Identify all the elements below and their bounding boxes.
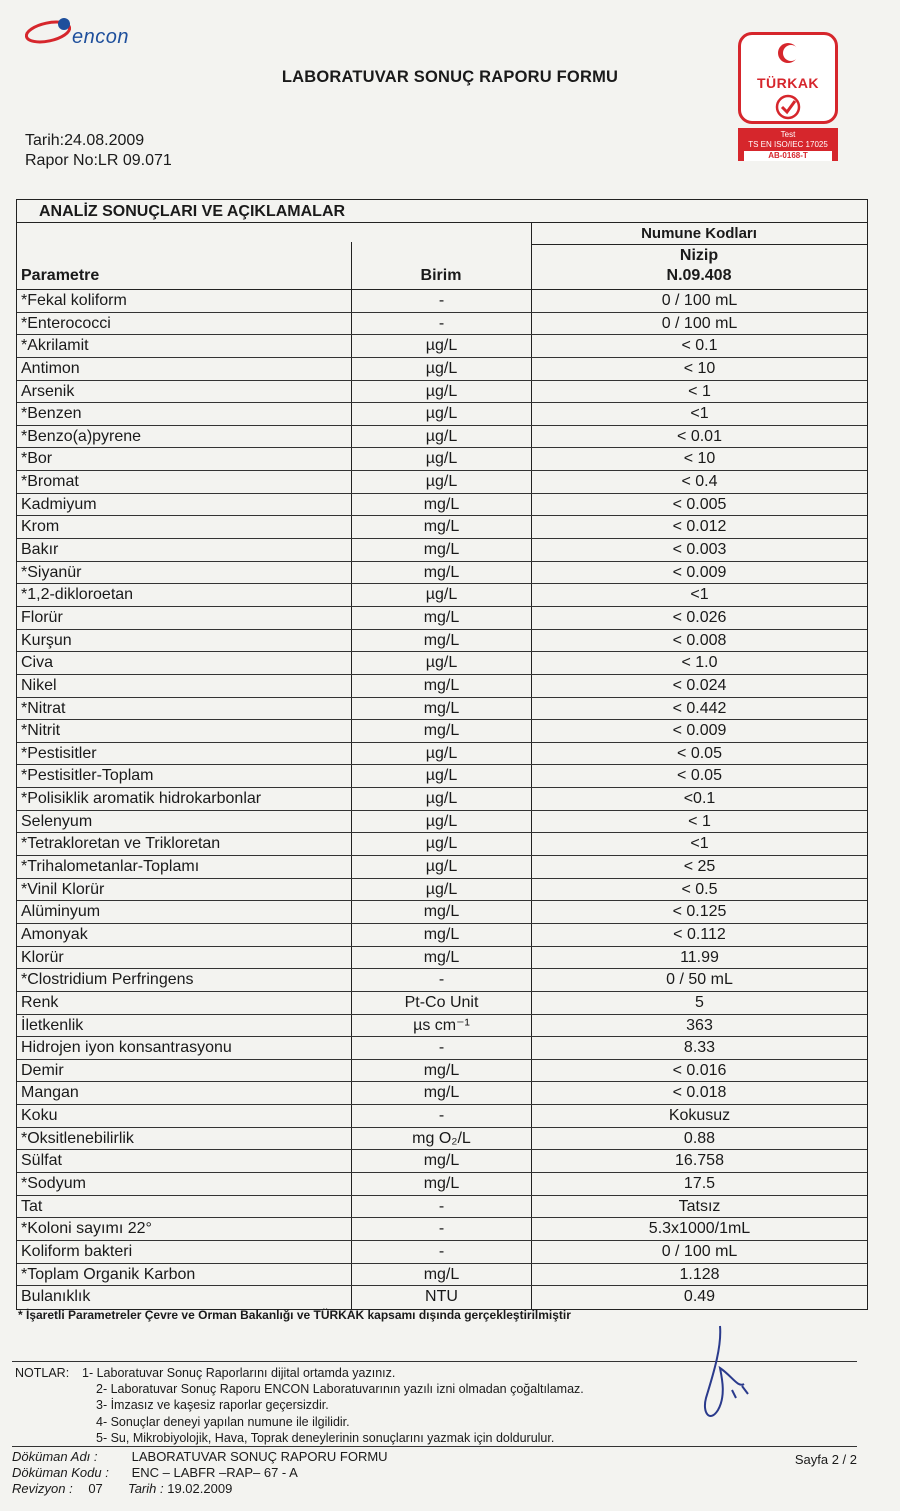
parameter-cell: Civa	[21, 654, 54, 672]
sample-code-area	[531, 222, 867, 289]
report-meta	[25, 131, 172, 171]
turkak-code: AB-0168-T	[744, 151, 832, 161]
unit-cell: -	[351, 1196, 531, 1218]
parameter-cell: *Oksitlenebilirlik	[21, 1129, 134, 1147]
value-cell: < 0.4	[531, 471, 867, 493]
table-row	[17, 1105, 867, 1128]
value-cell: < 0.018	[531, 1082, 867, 1104]
parameter-cell: Koliform bakteri	[21, 1242, 133, 1260]
unit-cell: µg/L	[351, 879, 531, 901]
table-row	[17, 562, 867, 585]
unit-cell: -	[351, 969, 531, 991]
value-cell: < 1	[531, 381, 867, 403]
turkak-frame	[738, 32, 838, 124]
page-title: LABORATUVAR SONUÇ RAPORU FORMU	[281, 68, 619, 86]
table-row	[17, 1060, 867, 1083]
unit-cell: mg/L	[351, 516, 531, 538]
table-row	[17, 403, 867, 426]
table-row	[17, 652, 867, 675]
unit-cell: mg/L	[351, 1264, 531, 1286]
unit-cell: mg/L	[351, 539, 531, 561]
table-row	[17, 924, 867, 947]
unit-cell: mg/L	[351, 1150, 531, 1172]
page-number: Sayfa 2 / 2	[794, 1452, 857, 1467]
value-cell: < 0.442	[531, 698, 867, 720]
table-row	[17, 313, 867, 336]
parameter-cell: Renk	[21, 993, 59, 1011]
note-item: 1- Laboratuvar Sonuç Raporlarını dijital ortamda yazınız.	[82, 1366, 396, 1380]
parameter-cell: Kadmiyum	[21, 495, 97, 513]
value-cell: 8.33	[531, 1037, 867, 1059]
table-row	[17, 290, 867, 313]
table-row	[17, 471, 867, 494]
table-row	[17, 1128, 867, 1151]
turkak-band	[738, 128, 838, 161]
doc-code-row	[12, 1465, 857, 1481]
value-cell: < 1	[531, 811, 867, 833]
table-row	[17, 1150, 867, 1173]
value-cell: 5	[531, 992, 867, 1014]
table-row	[17, 992, 867, 1015]
doc-name-row	[12, 1449, 857, 1465]
table-row	[17, 1241, 867, 1264]
value-cell: < 0.009	[531, 720, 867, 742]
parameter-cell: *Vinil Klorür	[21, 880, 105, 898]
sample-code: N.09.408	[666, 267, 732, 284]
value-cell: Kokusuz	[531, 1105, 867, 1127]
parameter-cell: Bakır	[21, 541, 59, 559]
parameter-cell: *Clostridium Perfringens	[21, 971, 194, 989]
table-row	[17, 879, 867, 902]
value-cell: < 0.012	[531, 516, 867, 538]
value-cell: < 0.05	[531, 743, 867, 765]
parameter-cell: Tat	[21, 1197, 43, 1215]
results-table	[16, 199, 868, 1310]
table-row	[17, 426, 867, 449]
table-row	[17, 743, 867, 766]
unit-cell: µg/L	[351, 765, 531, 787]
unit-cell: mg/L	[351, 630, 531, 652]
unit-cell: -	[351, 290, 531, 312]
value-cell: < 0.1	[531, 335, 867, 357]
unit-cell: -	[351, 1037, 531, 1059]
parameter-cell: Klorür	[21, 948, 64, 966]
value-cell: 17.5	[531, 1173, 867, 1195]
parameter-cell: *Benzen	[21, 405, 82, 423]
parameter-cell: *Benzo(a)pyrene	[21, 427, 142, 445]
value-cell: < 0.005	[531, 494, 867, 516]
unit-cell: mg/L	[351, 924, 531, 946]
parameter-cell: *1,2-dikloroetan	[21, 586, 134, 604]
revision-date-value: 19.02.2009	[167, 1481, 233, 1496]
turkak-badge	[738, 32, 838, 164]
table-row	[17, 1015, 867, 1038]
parameter-cell: *Pestisitler	[21, 744, 97, 762]
value-cell: <1	[531, 403, 867, 425]
table-row	[17, 584, 867, 607]
unit-cell: µg/L	[351, 788, 531, 810]
table-row	[17, 539, 867, 562]
unit-cell: µg/L	[351, 335, 531, 357]
parameter-cell: Arsenik	[21, 382, 75, 400]
table-row	[17, 630, 867, 653]
table-row	[17, 947, 867, 970]
unit-cell: mg O₂/L	[351, 1128, 531, 1150]
table-row	[17, 811, 867, 834]
table-row	[17, 1037, 867, 1060]
parameter-cell: Koku	[21, 1107, 58, 1125]
unit-cell: µg/L	[351, 426, 531, 448]
unit-cell: µg/L	[351, 471, 531, 493]
parameter-cell: *Pestisitler-Toplam	[21, 767, 154, 785]
parameter-cell: Demir	[21, 1061, 64, 1079]
unit-cell: Pt-Co Unit	[351, 992, 531, 1014]
unit-cell: µg/L	[351, 403, 531, 425]
parameter-cell: *Toplam Organik Karbon	[21, 1265, 196, 1283]
revision-date-label: Tarih :	[127, 1481, 164, 1496]
sample-codes-title: Numune Kodları	[641, 225, 757, 242]
turkak-line2: TS EN ISO/IEC 17025	[748, 140, 828, 149]
unit-cell: µs cm⁻¹	[351, 1015, 531, 1037]
value-cell: < 0.003	[531, 539, 867, 561]
unit-cell: -	[351, 1218, 531, 1240]
parameter-cell: *Nitrit	[21, 722, 61, 740]
doc-code-value: ENC – LABFR –RAP– 67 - A	[131, 1465, 298, 1480]
value-cell: 0.88	[531, 1128, 867, 1150]
document-info	[12, 1446, 857, 1497]
value-cell: 0 / 50 mL	[531, 969, 867, 991]
parameter-cell: Selenyum	[21, 812, 93, 830]
unit-cell: mg/L	[351, 698, 531, 720]
table-caption: ANALİZ SONUÇLARI VE AÇIKLAMALAR	[39, 203, 346, 220]
parameter-cell: Krom	[21, 518, 60, 536]
parameter-cell: *Enterococci	[21, 314, 111, 332]
value-cell: 0 / 100 mL	[531, 1241, 867, 1263]
parameter-cell: Kurşun	[21, 631, 72, 649]
value-cell: 11.99	[531, 947, 867, 969]
unit-cell: -	[351, 313, 531, 335]
value-cell: 16.758	[531, 1150, 867, 1172]
value-cell: 0 / 100 mL	[531, 313, 867, 335]
value-cell: < 0.026	[531, 607, 867, 629]
table-row	[17, 969, 867, 992]
column-header-unit: Birim	[420, 267, 462, 284]
parameter-cell: Florür	[21, 608, 63, 626]
value-cell: 5.3x1000/1mL	[531, 1218, 867, 1240]
unit-cell: mg/L	[351, 1082, 531, 1104]
table-row	[17, 698, 867, 721]
table-row	[17, 1286, 867, 1309]
parameter-cell: *Nitrat	[21, 699, 66, 717]
revision-label: Revizyon :	[12, 1481, 73, 1496]
doc-code-label: Döküman Kodu :	[12, 1465, 109, 1480]
table-row	[17, 788, 867, 811]
unit-cell: mg/L	[351, 901, 531, 923]
table-row	[17, 833, 867, 856]
value-cell: < 0.05	[531, 765, 867, 787]
value-cell: < 0.5	[531, 879, 867, 901]
parameter-cell: *Fekal koliform	[21, 292, 127, 309]
report-number: Rapor No:LR 09.071	[25, 152, 172, 169]
unit-cell: mg/L	[351, 720, 531, 742]
turkak-line1: Test	[780, 130, 796, 139]
value-cell: < 0.009	[531, 562, 867, 584]
unit-cell: µg/L	[351, 833, 531, 855]
value-cell: Tatsız	[531, 1196, 867, 1218]
table-row	[17, 765, 867, 788]
unit-cell: -	[351, 1241, 531, 1263]
parameter-cell: *Akrilamit	[21, 337, 89, 355]
unit-cell: µg/L	[351, 584, 531, 606]
table-row	[17, 607, 867, 630]
sample-location: Nizip	[679, 247, 719, 264]
doc-revision-row	[12, 1481, 857, 1497]
unit-cell: mg/L	[351, 562, 531, 584]
value-cell: 0 / 100 mL	[531, 290, 867, 312]
table-row	[17, 335, 867, 358]
value-cell: < 0.01	[531, 426, 867, 448]
parameter-cell: Alüminyum	[21, 903, 101, 921]
encon-logo	[24, 10, 174, 50]
table-row	[17, 720, 867, 743]
value-cell: < 0.024	[531, 675, 867, 697]
unit-cell: µg/L	[351, 743, 531, 765]
value-cell: 1.128	[531, 1264, 867, 1286]
unit-cell: mg/L	[351, 494, 531, 516]
table-row	[17, 1082, 867, 1105]
parameter-cell: Amonyak	[21, 925, 88, 943]
table-row	[17, 1196, 867, 1219]
value-cell: < 1.0	[531, 652, 867, 674]
value-cell: < 10	[531, 448, 867, 470]
parameter-cell: *Koloni sayımı 22°	[21, 1220, 152, 1238]
note-item: 3- İmzasız ve kaşesiz raporlar geçersizdir.	[96, 1398, 329, 1413]
parameter-cell: *Trihalometanlar-Toplamı	[21, 858, 200, 876]
column-header-parameter: Parametre	[21, 267, 100, 284]
unit-cell: µg/L	[351, 811, 531, 833]
parameter-cell: Nikel	[21, 676, 57, 694]
table-body	[17, 290, 867, 1309]
logo-text: encon	[72, 26, 129, 48]
turkak-name: TÜRKAK	[756, 75, 820, 91]
unit-cell: NTU	[351, 1286, 531, 1309]
table-row	[17, 1264, 867, 1287]
notes-label: NOTLAR:	[15, 1366, 70, 1380]
unit-cell: µg/L	[351, 652, 531, 674]
table-row	[17, 1218, 867, 1241]
table-header	[17, 200, 867, 290]
footnote: * İşaretli Parametreler Çevre ve Orman Bakanlığı ve TÜRKAK kapsamı dışında gerçekleştirilmiştir	[18, 1308, 571, 1322]
value-cell: 363	[531, 1015, 867, 1037]
parameter-cell: *Sodyum	[21, 1174, 86, 1192]
table-row	[17, 675, 867, 698]
table-row	[17, 1173, 867, 1196]
parameter-cell: Antimon	[21, 359, 80, 377]
note-item: 5- Su, Mikrobiyolojik, Hava, Toprak deneylerinin sonuçlarını yazmak için doldurulur.	[96, 1430, 555, 1445]
parameter-cell: *Tetrakloretan ve Trikloretan	[21, 835, 221, 853]
parameter-cell: *Bromat	[21, 473, 79, 491]
value-cell: <1	[531, 833, 867, 855]
table-row	[17, 381, 867, 404]
doc-name-label: Döküman Adı :	[12, 1449, 98, 1464]
value-cell: < 0.112	[531, 924, 867, 946]
unit-cell: mg/L	[351, 607, 531, 629]
parameter-cell: *Siyanür	[21, 563, 82, 581]
table-row	[17, 901, 867, 924]
unit-cell: µg/L	[351, 381, 531, 403]
parameter-cell: Hidrojen iyon konsantrasyonu	[21, 1039, 232, 1057]
parameter-cell: Bulanıklık	[21, 1288, 91, 1306]
note-item: 4- Sonuçlar deneyi yapılan numune ile ilgilidir.	[96, 1414, 350, 1429]
value-cell: < 0.008	[531, 630, 867, 652]
table-row	[17, 516, 867, 539]
doc-name-value: LABORATUVAR SONUÇ RAPORU FORMU	[131, 1449, 388, 1464]
parameter-cell: Sülfat	[21, 1152, 62, 1170]
unit-cell: -	[351, 1105, 531, 1127]
sample-codes-divider	[531, 244, 867, 245]
note-item: 2- Laboratuvar Sonuç Raporu ENCON Laboratuvarının yazılı izni olmadan çoğaltılamaz.	[96, 1382, 584, 1397]
parameter-cell: *Bor	[21, 450, 53, 468]
parameter-cell: Mangan	[21, 1084, 79, 1102]
parameter-cell: *Polisiklik aromatik hidrokarbonlar	[21, 790, 262, 808]
value-column-divider	[531, 222, 532, 289]
value-cell: <0.1	[531, 788, 867, 810]
unit-cell: mg/L	[351, 1173, 531, 1195]
unit-cell: mg/L	[351, 1060, 531, 1082]
value-cell: < 0.016	[531, 1060, 867, 1082]
unit-cell: mg/L	[351, 947, 531, 969]
value-cell: <1	[531, 584, 867, 606]
report-date: Tarih:24.08.2009	[25, 132, 145, 149]
revision-value: 07	[88, 1481, 103, 1496]
table-row	[17, 448, 867, 471]
unit-cell: µg/L	[351, 448, 531, 470]
value-cell: < 25	[531, 856, 867, 878]
table-row	[17, 856, 867, 879]
value-cell: 0.49	[531, 1286, 867, 1309]
parameter-cell: İletkenlik	[21, 1016, 84, 1034]
value-cell: < 0.125	[531, 901, 867, 923]
value-cell: < 10	[531, 358, 867, 380]
unit-cell: µg/L	[351, 358, 531, 380]
table-row	[17, 494, 867, 517]
unit-cell: mg/L	[351, 675, 531, 697]
signature-icon	[692, 1318, 762, 1428]
table-row	[17, 358, 867, 381]
unit-cell: µg/L	[351, 856, 531, 878]
